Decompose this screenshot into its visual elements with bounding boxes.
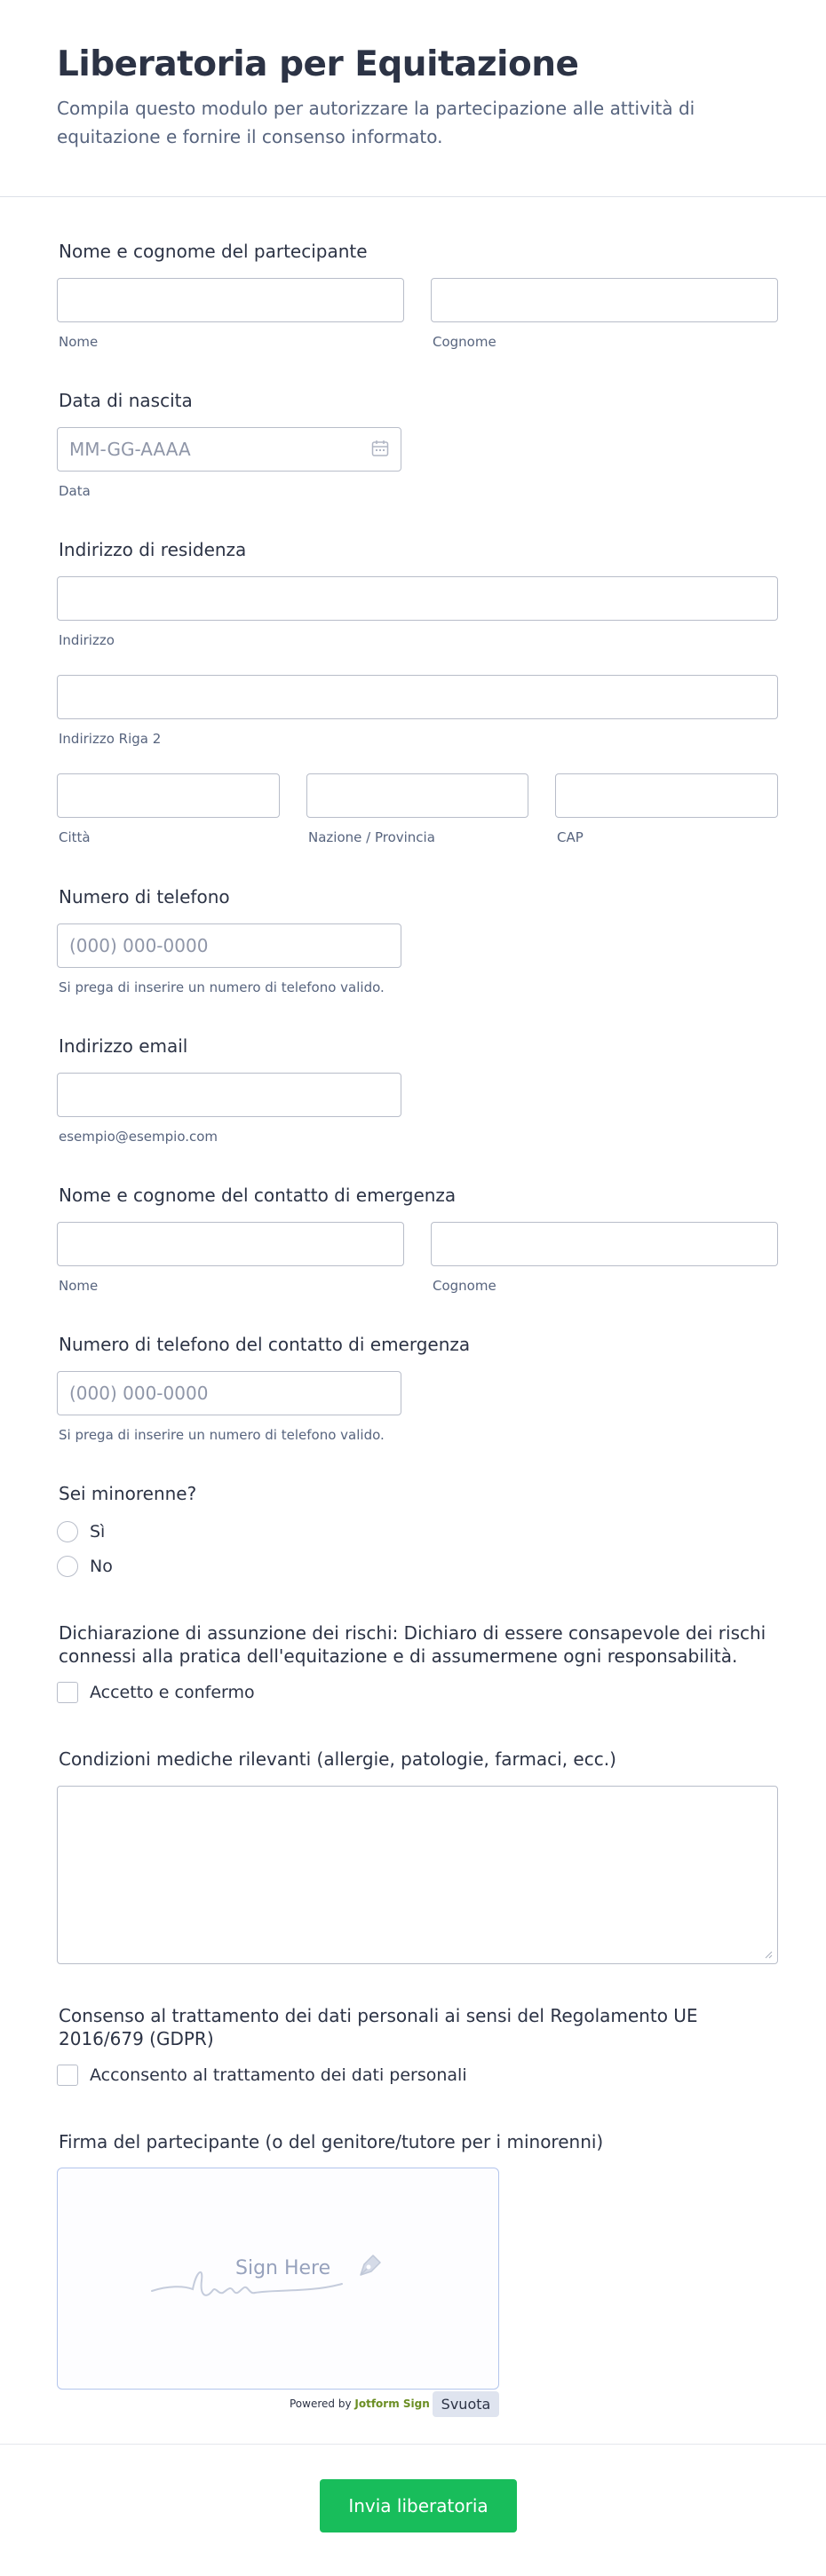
submit-button[interactable]: Invia liberatoria <box>320 2479 517 2532</box>
gdpr-label: Consenso al trattamento dei dati personali ai sensi del Regolamento UE 2016/679 (GDPR) <box>59 2005 698 2049</box>
emergency-phone-sublabel: Si prega di inserire un numero di telefono valido. <box>59 1427 385 1443</box>
email-label: Indirizzo email <box>59 1035 188 1057</box>
emergency-first-name-input[interactable] <box>57 1222 404 1266</box>
risk-declaration-label: Dichiarazione di assunzione dei rischi: Dichiaro di essere consapevole dei rischi connessi alla pratica dell'equitazione e di assumermene ogni responsabilità. <box>59 1622 766 1667</box>
powered-by-text <box>290 2398 430 2410</box>
address-line2-input[interactable] <box>57 675 778 719</box>
phone-input[interactable] <box>57 923 401 968</box>
address-label: Indirizzo di residenza <box>59 539 247 560</box>
participant-first-name-input[interactable] <box>57 278 404 322</box>
risk-accept-checkbox[interactable] <box>57 1682 78 1703</box>
state-input[interactable] <box>306 773 528 818</box>
birth-date-sublabel: Data <box>59 483 91 499</box>
address-line1-sublabel: Indirizzo <box>59 632 115 648</box>
minor-no-radio[interactable] <box>57 1556 78 1577</box>
gdpr-consent-checkbox[interactable] <box>57 2065 78 2086</box>
emergency-phone-input[interactable] <box>57 1371 401 1415</box>
calendar-icon[interactable] <box>370 439 390 458</box>
participant-first-name-sublabel: Nome <box>59 334 99 350</box>
emergency-last-name-sublabel: Cognome <box>433 1278 496 1294</box>
clear-signature-button[interactable]: Svuota <box>433 2391 499 2417</box>
birth-date-label: Data di nascita <box>59 390 193 411</box>
phone-label: Numero di telefono <box>59 886 230 908</box>
medical-conditions-textarea[interactable] <box>57 1786 778 1964</box>
powered-brand[interactable]: Jotform Sign <box>354 2398 430 2410</box>
signature-label: Firma del partecipante (o del genitore/tutore per i minorenni) <box>59 2131 604 2152</box>
form-title: Liberatoria per Equitazione <box>57 44 579 84</box>
risk-accept-label[interactable]: Accetto e confermo <box>90 1683 255 1702</box>
city-input[interactable] <box>57 773 280 818</box>
birth-date-input[interactable] <box>57 427 401 472</box>
footer-divider <box>0 2444 826 2445</box>
zip-sublabel: CAP <box>557 829 584 845</box>
resize-grip-icon[interactable] <box>764 1950 773 1959</box>
emergency-first-name-sublabel: Nome <box>59 1278 99 1294</box>
form-header <box>0 0 826 197</box>
phone-sublabel: Si prega di inserire un numero di telefono valido. <box>59 979 385 995</box>
zip-input[interactable] <box>555 773 778 818</box>
signature-placeholder: Sign Here <box>235 2257 331 2279</box>
pen-nib-icon <box>355 2250 385 2280</box>
emergency-last-name-input[interactable] <box>431 1222 778 1266</box>
medical-conditions-label: Condizioni mediche rilevanti (allergie, patologie, farmaci, ecc.) <box>59 1748 616 1770</box>
powered-prefix: Powered by <box>290 2398 352 2410</box>
emergency-phone-label: Numero di telefono del contatto di emergenza <box>59 1334 471 1355</box>
signature-pad[interactable] <box>57 2168 499 2390</box>
address-line2-sublabel: Indirizzo Riga 2 <box>59 731 162 747</box>
address-line1-input[interactable] <box>57 576 778 621</box>
minor-no-label[interactable]: No <box>90 1557 113 1576</box>
city-sublabel: Città <box>59 829 91 845</box>
emergency-name-label: Nome e cognome del contatto di emergenza <box>59 1185 457 1206</box>
minor-yes-radio[interactable] <box>57 1521 78 1542</box>
form-subtitle: Compila questo modulo per autorizzare la partecipazione alle attività di equitazione e fornire il consenso informato. <box>57 98 695 147</box>
participant-name-label: Nome e cognome del partecipante <box>59 241 368 262</box>
gdpr-consent-label[interactable]: Acconsento al trattamento dei dati personali <box>90 2065 467 2085</box>
participant-last-name-input[interactable] <box>431 278 778 322</box>
state-sublabel: Nazione / Provincia <box>308 829 435 845</box>
participant-last-name-sublabel: Cognome <box>433 334 496 350</box>
minor-label: Sei minorenne? <box>59 1483 197 1504</box>
minor-yes-label[interactable]: Sì <box>90 1522 106 1542</box>
email-input[interactable] <box>57 1073 401 1117</box>
email-sublabel: esempio@esempio.com <box>59 1129 218 1145</box>
